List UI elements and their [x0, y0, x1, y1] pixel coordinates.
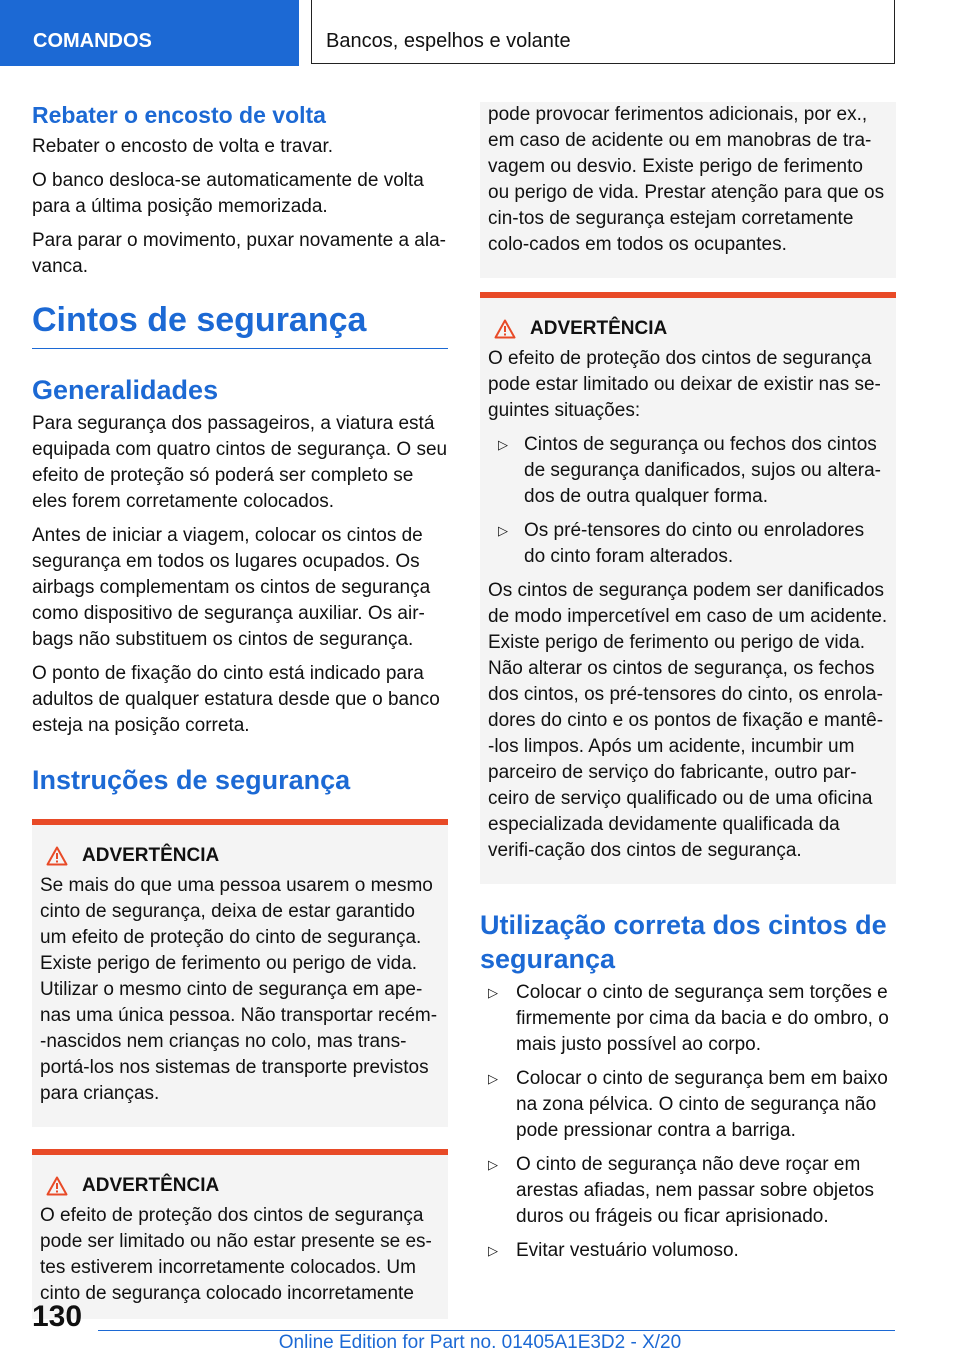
paragraph: O ponto de fixação do cinto está indicado para adultos de qualquer estatura desde que o banco esteja na posição correta.: [32, 663, 440, 736]
warning-box: [32, 1149, 448, 1319]
usage-list: [480, 980, 896, 1264]
heading-cintos: Cintos de segurança: [32, 300, 448, 349]
left-column: [32, 100, 448, 1319]
list-item: [480, 1152, 896, 1230]
warning-title: ADVERTÊNCIA: [82, 1175, 220, 1196]
triangle-bullet-icon: ▷: [498, 437, 508, 452]
heading-instrucoes: Instruções de segurança: [32, 765, 351, 795]
list-item-text: Colocar o cinto de segurança bem em baixo na zona pélvica. O cinto de segurança não pode pressionar contra a barriga.: [516, 1068, 888, 1141]
list-item-text: Cintos de segurança ou fechos dos cintos de segurança danificados, sujos ou altera-dos de outra qualquer forma.: [524, 434, 882, 507]
section-tab: COMANDOS: [0, 0, 299, 66]
warning-header: [488, 316, 888, 342]
list-item: [480, 980, 896, 1058]
warning-continuation: [480, 102, 896, 278]
paragraph: Para segurança dos passageiros, a viatura está equipada com quatro cintos de segurança. O seu efeito de proteção só poderá ser completo se eles forem corretamente colocados.: [32, 413, 448, 512]
list-item-text: Os pré-tensores do cinto ou enroladores do cinto foram alterados.: [524, 520, 865, 567]
list-item-text: Evitar vestuário volumoso.: [516, 1240, 739, 1261]
footer-edition: Online Edition for Part no. 01405A1E3D2 - X/20: [278, 1332, 682, 1353]
warning-triangle-icon: [46, 846, 68, 866]
warning-text: Os cintos de segurança podem ser danificados de modo impercetível em caso de um acidente. Existe perigo de ferimento ou perigo de vida. Não alterar os cintos de segurança, os fechos dos cintos, os pré-tensores do cinto, os enrola-dores do cinto e os pontos de fixação e mantê--los limpos. Após um acidente, incumbir um parceiro de serviço do fabricante, outro par-ceiro de serviço qualificado ou de uma oficina especializada devidamente qualificada da verifi-cação dos cintos de segurança.: [488, 580, 888, 861]
warning-triangle-icon: [494, 319, 516, 339]
right-column: [480, 104, 896, 1272]
paragraph: Antes de iniciar a viagem, colocar os cintos de segurança em todos os lugares ocupados. Os airbags complementam os cintos de segurança como dispositivo de segurança auxiliar. Os air-bags não substituem os cintos de segurança.: [32, 525, 431, 650]
warning-box: [32, 819, 448, 1127]
warning-text: pode provocar ferimentos adicionais, por ex., em caso de acidente ou em manobras de tra-vagem ou desvio. Existe perigo de ferimento ou perigo de vida. Prestar atenção para que os cin-tos de segurança estejam corretamente colo-cados em todos os ocupantes.: [488, 104, 885, 255]
triangle-bullet-icon: ▷: [488, 1243, 498, 1258]
warning-list: [488, 432, 888, 570]
warning-box: [480, 292, 896, 884]
triangle-bullet-icon: ▷: [488, 985, 498, 1000]
warning-text: Se mais do que uma pessoa usarem o mesmo cinto de segurança, deixa de estar garantido um efeito de proteção do cinto de segurança. Existe perigo de ferimento ou perigo de vida. Utilizar o mesmo cinto de segurança em ape-nas uma única pessoa. Não transportar recém--nascidos nem crianças no colo, mas trans-portá-los nos sistemas de transporte previstos para crianças.: [40, 875, 438, 1104]
heading-utilizacao: Utilização correta dos cintos de segurança: [480, 910, 887, 974]
triangle-bullet-icon: ▷: [498, 523, 508, 538]
warning-text: O efeito de proteção dos cintos de segurança pode estar limitado ou deixar de existir nas se-guintes situações:: [488, 348, 881, 421]
list-item: [480, 1066, 896, 1144]
chapter-tab: Bancos, espelhos e volante: [311, 0, 895, 64]
paragraph: O banco desloca-se automaticamente de volta para a última posição memorizada.: [32, 170, 424, 217]
heading-rebater: Rebater o encosto de volta: [32, 102, 326, 128]
triangle-bullet-icon: ▷: [488, 1157, 498, 1172]
list-item-text: Colocar o cinto de segurança sem torções e firmemente por cima da bacia e do ombro, o mais justo possível ao corpo.: [516, 982, 889, 1055]
warning-header: [40, 1173, 440, 1199]
page-header: [0, 0, 960, 66]
list-item-text: O cinto de segurança não deve roçar em arestas afiadas, nem passar sobre objetos duros ou frágeis ou ficar aprisionado.: [516, 1154, 875, 1227]
warning-title: ADVERTÊNCIA: [82, 845, 220, 866]
list-item: [488, 518, 888, 570]
heading-generalidades: Generalidades: [32, 375, 219, 405]
warning-title: ADVERTÊNCIA: [530, 318, 668, 339]
page-number: 130: [32, 1300, 83, 1333]
warning-text: O efeito de proteção dos cintos de segurança pode ser limitado ou não estar presente se es-tes estiverem incorretamente colocados. Um cinto de segurança colocado incorretamente: [40, 1205, 432, 1304]
warning-header: [40, 843, 440, 869]
paragraph: Rebater o encosto de volta e travar.: [32, 136, 334, 157]
paragraph: Para parar o movimento, puxar novamente a ala-vanca.: [32, 230, 446, 277]
warning-triangle-icon: [46, 1176, 68, 1196]
list-item: [480, 1238, 896, 1264]
list-item: [488, 432, 888, 510]
triangle-bullet-icon: ▷: [488, 1071, 498, 1086]
